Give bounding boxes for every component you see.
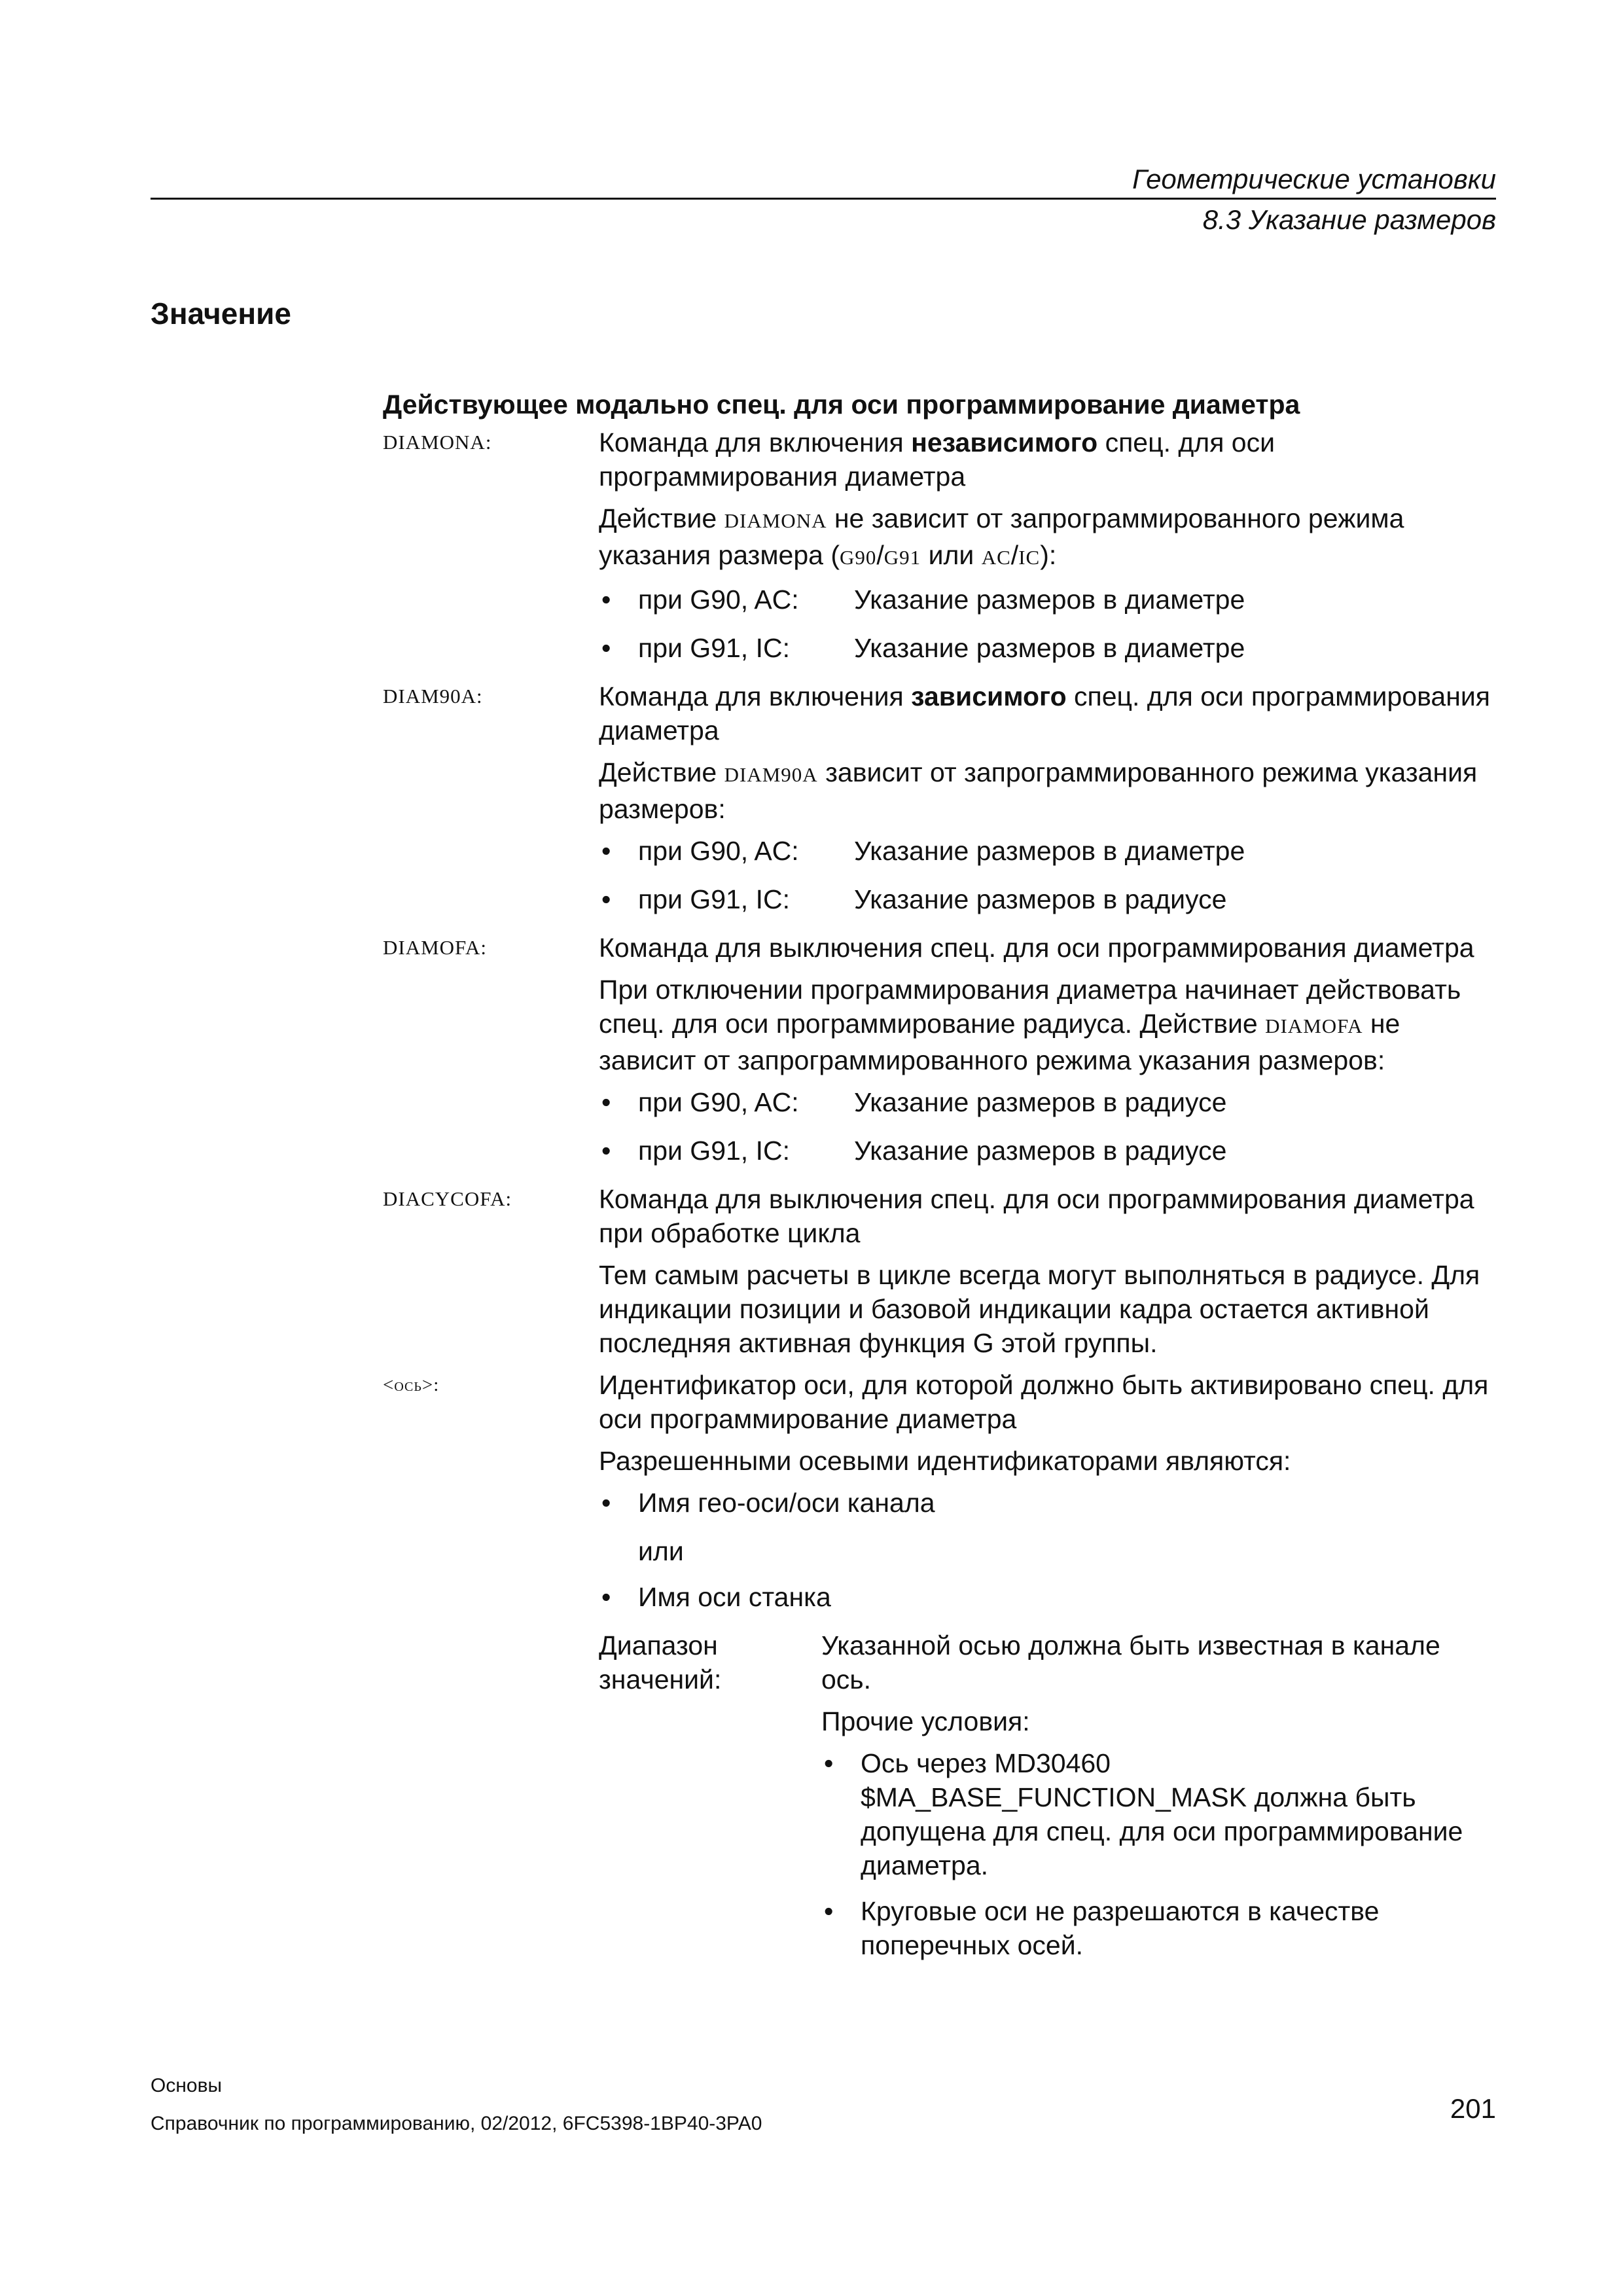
- diam90a-bullets: [599, 834, 1495, 916]
- term-axis: <ось>:: [383, 1374, 440, 1395]
- list-item: • при G90, AC: Указание размеров в диаметре: [599, 834, 1495, 868]
- entry-diamona: [383, 425, 1495, 665]
- section-title: Значение: [151, 296, 291, 331]
- diam90a-desc: Команда для включения зависимого спец. для оси программирования диаметра: [599, 681, 1490, 745]
- term-diacycofa: DIACYCOFA:: [383, 1187, 512, 1210]
- diamona-bullets: [599, 583, 1495, 665]
- range-text: Указанной осью должна быть известная в канале ось.: [821, 1630, 1440, 1695]
- axis-allowed: Разрешенными осевыми идентификаторами являются:: [599, 1446, 1291, 1476]
- condition-bullets: [821, 1746, 1489, 1962]
- footer-line1: Основы: [151, 2075, 223, 2096]
- list-item: • Ось через MD30460 $MA_BASE_FUNCTION_MASK должна быть допущена для спец. для оси программирование диаметра.: [821, 1746, 1489, 1882]
- list-item: • при G91, IC: Указание размеров в диаметре: [599, 631, 1495, 665]
- range-body: [821, 1628, 1489, 1974]
- list-item: • Имя гео-оси/оси канала: [599, 1486, 1495, 1520]
- header-rule: [151, 198, 1496, 200]
- entry-diacycofa: [383, 1182, 1495, 1360]
- list-item: • Имя оси станка: [599, 1580, 1495, 1614]
- diamofa-effect: При отключении программирования диаметра начинает действовать спец. для оси программирование радиуса. Действие DIAMOFA не зависит от запрограммированного режима указания размеров:: [599, 975, 1461, 1075]
- diamofa-bullets: [599, 1085, 1495, 1168]
- other-conditions-label: Прочие условия:: [821, 1706, 1030, 1736]
- axis-bullets: [599, 1486, 1495, 1520]
- list-item: • при G90, AC: Указание размеров в диаметре: [599, 583, 1495, 617]
- diacycofa-desc: Команда для выключения спец. для оси программирования диаметра при обработке цикла: [599, 1184, 1474, 1248]
- range-label: Диапазон значений:: [599, 1630, 722, 1695]
- list-item: • при G91, IC: Указание размеров в радиусе: [599, 882, 1495, 916]
- diamona-effect: Действие DIAMONA не зависит от запрограммированного режима указания размера (G90/G91 или AC/IC):: [599, 503, 1404, 570]
- footer-line2: Справочник по программированию, 02/2012, 6FC5398-1BP40-3PA0: [151, 2113, 762, 2134]
- diamona-desc: Команда для включения независимого спец. для оси программирования диаметра: [599, 427, 1275, 492]
- entry-diamofa: [383, 931, 1495, 1168]
- term-diam90a: DIAM90A:: [383, 685, 483, 708]
- header-section: 8.3 Указание размеров: [1202, 204, 1496, 235]
- list-item: • при G90, AC: Указание размеров в радиусе: [599, 1085, 1495, 1119]
- term-diamofa: DIAMOFA:: [383, 936, 487, 959]
- entry-axis: [383, 1368, 1495, 1974]
- main-content: [383, 387, 1495, 1978]
- subheading: Действующее модально спец. для оси программирование диаметра: [383, 389, 1300, 420]
- term-diamona: DIAMONA:: [383, 431, 492, 454]
- diam90a-effect: Действие DIAM90A зависит от запрограммированного режима указания размеров:: [599, 757, 1478, 824]
- entry-diam90a: [383, 679, 1495, 916]
- axis-desc: Идентификатор оси, для которой должно быть активировано спец. для оси программирование диаметра: [599, 1370, 1489, 1434]
- list-item: • Круговые оси не разрешаются в качестве поперечных осей.: [821, 1894, 1489, 1962]
- axis-bullets-2: [599, 1580, 1495, 1614]
- axis-or: или: [638, 1536, 684, 1566]
- diacycofa-note: Тем самым расчеты в цикле всегда могут выполняться в радиусе. Для индикации позиции и базовой индикации кадра остается активной последняя активная функция G этой группы.: [599, 1260, 1480, 1358]
- list-item: • при G91, IC: Указание размеров в радиусе: [599, 1134, 1495, 1168]
- diamofa-desc: Команда для выключения спец. для оси программирования диаметра: [599, 933, 1474, 963]
- page-number: 201: [1450, 2093, 1496, 2124]
- value-range: [599, 1628, 1495, 1974]
- header-chapter: Геометрические установки: [1132, 164, 1496, 194]
